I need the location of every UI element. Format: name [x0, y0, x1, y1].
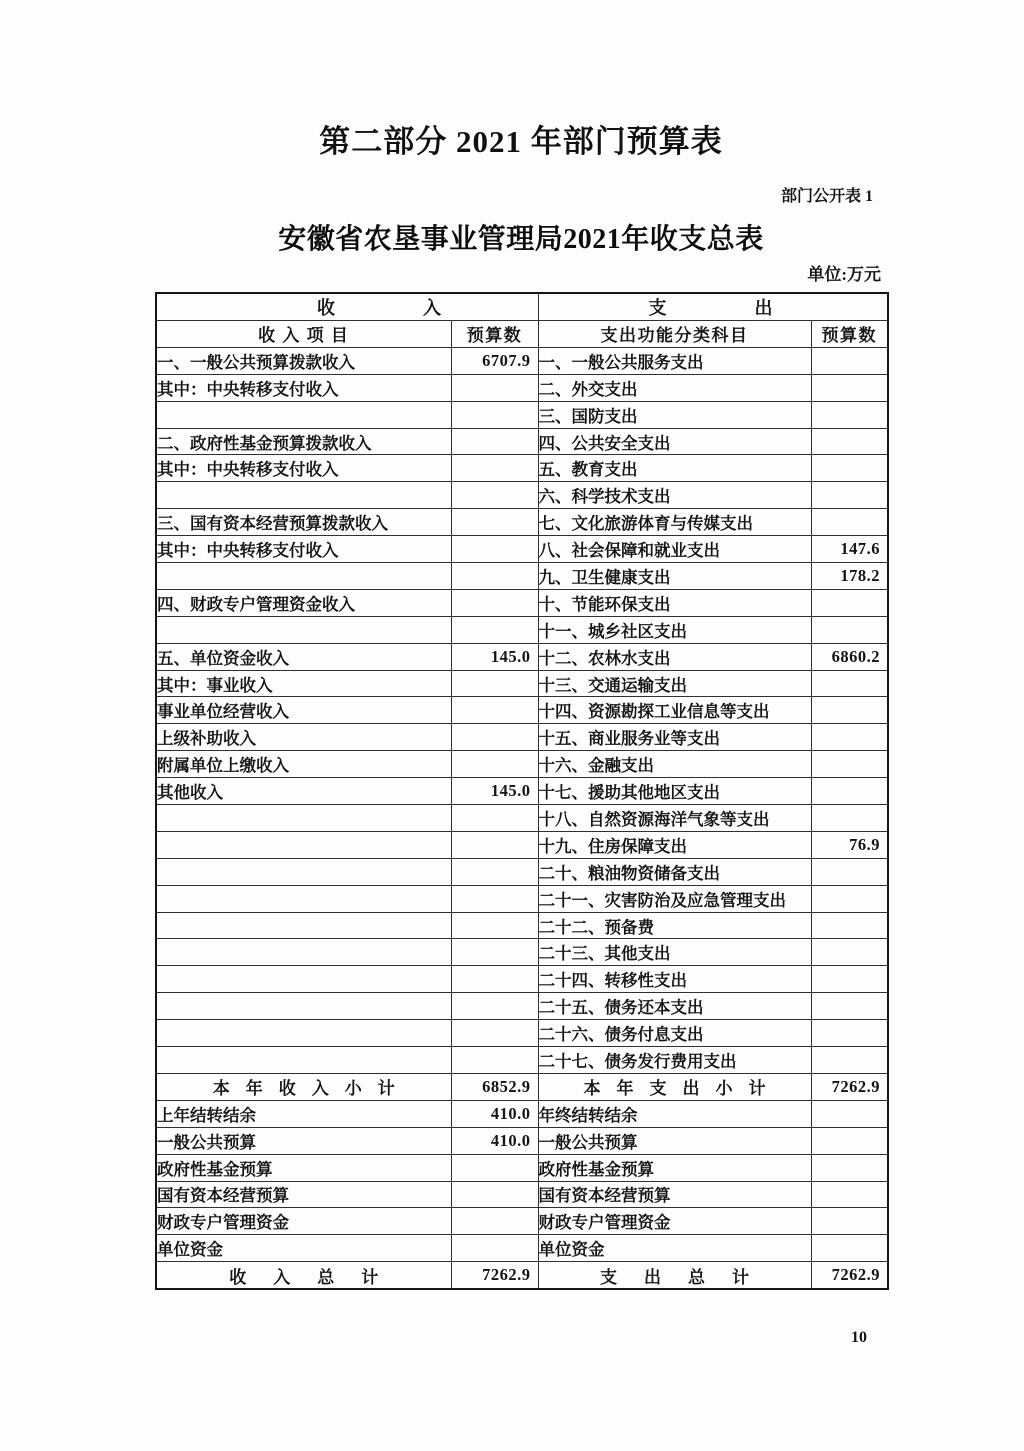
- expense-budget-cell: [811, 751, 888, 778]
- expense-budget-cell: [811, 670, 888, 697]
- expense-item-cell: 三、国防支出: [538, 401, 811, 428]
- table-row: [156, 563, 888, 590]
- expense-budget-cell: [811, 778, 888, 805]
- income-item-column-header: 收 入 项 目: [156, 321, 451, 348]
- expense-item-cell: 年终结转结余: [538, 1100, 811, 1127]
- income-item-cell: 上年结转结余: [156, 1100, 451, 1127]
- expense-item-cell: 九、卫生健康支出: [538, 563, 811, 590]
- expense-budget-cell: 178.2: [811, 563, 888, 590]
- expense-budget-cell: [811, 347, 888, 374]
- table-row: [156, 536, 888, 563]
- income-item-cell: 一、一般公共预算拨款收入: [156, 347, 451, 374]
- table-row: [156, 643, 888, 670]
- table-row: [156, 805, 888, 832]
- income-budget-cell: [451, 1047, 538, 1074]
- expense-item-cell: 一、一般公共服务支出: [538, 347, 811, 374]
- table-row-total: [156, 1262, 888, 1289]
- expense-budget-cell: [811, 805, 888, 832]
- income-budget-cell: [451, 724, 538, 751]
- expense-item-cell: 十、节能环保支出: [538, 589, 811, 616]
- part-title: 第二部分 2021 年部门预算表: [319, 124, 723, 159]
- income-budget-cell: [451, 455, 538, 482]
- expense-item-cell: 财政专户管理资金: [538, 1208, 811, 1235]
- income-budget-cell: [451, 1181, 538, 1208]
- expense-item-cell: 十七、援助其他地区支出: [538, 778, 811, 805]
- income-item-cell: 政府性基金预算: [156, 1154, 451, 1181]
- table-row: [156, 858, 888, 885]
- table-row: [156, 482, 888, 509]
- table-row: [156, 616, 888, 643]
- table-row: [156, 589, 888, 616]
- income-item-cell: 附属单位上缴收入: [156, 751, 451, 778]
- expense-budget-cell: [811, 1235, 888, 1262]
- table-row: [156, 966, 888, 993]
- expense-budget-cell: [811, 509, 888, 536]
- income-item-cell: 五、单位资金收入: [156, 643, 451, 670]
- income-budget-cell: 145.0: [451, 643, 538, 670]
- income-item-cell: [156, 401, 451, 428]
- income-item-cell: 其中：中央转移支付收入: [156, 455, 451, 482]
- income-budget-cell: [451, 670, 538, 697]
- income-budget-cell: 410.0: [451, 1127, 538, 1154]
- income-budget-cell: [451, 805, 538, 832]
- income-budget-cell: [451, 1154, 538, 1181]
- table-row: [156, 455, 888, 482]
- income-item-cell: [156, 885, 451, 912]
- expense-budget-cell: [811, 858, 888, 885]
- expense-budget-cell: [811, 1047, 888, 1074]
- income-item-cell: 其中：中央转移支付收入: [156, 536, 451, 563]
- income-budget-cell: [451, 885, 538, 912]
- income-item-cell: 其中：中央转移支付收入: [156, 374, 451, 401]
- income-item-cell: [156, 831, 451, 858]
- income-budget-cell: [451, 1020, 538, 1047]
- table-row: [156, 670, 888, 697]
- income-budget-cell: [451, 912, 538, 939]
- income-item-cell: 单位资金: [156, 1235, 451, 1262]
- income-budget-cell: [451, 428, 538, 455]
- expense-item-cell: 一般公共预算: [538, 1127, 811, 1154]
- income-item-cell: [156, 939, 451, 966]
- income-budget-cell: 7262.9: [451, 1262, 538, 1289]
- expense-budget-cell: [811, 1020, 888, 1047]
- expense-item-cell: 十二、农林水支出: [538, 643, 811, 670]
- expense-item-cell: 二十五、债务还本支出: [538, 993, 811, 1020]
- income-budget-cell: [451, 939, 538, 966]
- expense-item-cell: 二十六、债务付息支出: [538, 1020, 811, 1047]
- income-section-header: 收入: [156, 293, 538, 321]
- table-row: [156, 751, 888, 778]
- income-item-cell: 财政专户管理资金: [156, 1208, 451, 1235]
- income-budget-cell: 6707.9: [451, 347, 538, 374]
- table-row: [156, 1127, 888, 1154]
- income-budget-cell: 145.0: [451, 778, 538, 805]
- table-row: [156, 912, 888, 939]
- income-item-cell: 三、国有资本经营预算拨款收入: [156, 509, 451, 536]
- income-budget-column-header: 预算数: [451, 321, 538, 348]
- income-item-cell: [156, 912, 451, 939]
- income-budget-cell: [451, 401, 538, 428]
- table-row: [156, 1181, 888, 1208]
- income-budget-cell: [451, 993, 538, 1020]
- section-header-row: [156, 293, 888, 321]
- expense-item-cell: 二十四、转移性支出: [538, 966, 811, 993]
- expense-item-cell: 国有资本经营预算: [538, 1181, 811, 1208]
- table-row: [156, 374, 888, 401]
- income-item-cell: 国有资本经营预算: [156, 1181, 451, 1208]
- table-row: [156, 993, 888, 1020]
- table-row: [156, 1235, 888, 1262]
- income-item-cell: [156, 616, 451, 643]
- income-item-cell: 二、政府性基金预算拨款收入: [156, 428, 451, 455]
- table-row: [156, 724, 888, 751]
- expense-item-cell: 十六、金融支出: [538, 751, 811, 778]
- income-item-cell: 一般公共预算: [156, 1127, 451, 1154]
- income-item-cell: 收入总计: [156, 1262, 451, 1289]
- unit-label: 单位:万元: [807, 265, 881, 284]
- expense-budget-cell: [811, 1154, 888, 1181]
- expense-budget-cell: 147.6: [811, 536, 888, 563]
- expense-budget-cell: [811, 1181, 888, 1208]
- expense-budget-cell: [811, 401, 888, 428]
- income-item-cell: [156, 563, 451, 590]
- expense-item-cell: 十一、城乡社区支出: [538, 616, 811, 643]
- page-number: 10: [851, 1329, 867, 1346]
- table-row: [156, 347, 888, 374]
- table-row: [156, 778, 888, 805]
- income-item-cell: 上级补助收入: [156, 724, 451, 751]
- expense-section-header: 支出: [538, 293, 888, 321]
- budget-table-body: [156, 347, 888, 1289]
- income-budget-cell: [451, 374, 538, 401]
- expense-budget-cell: [811, 697, 888, 724]
- budget-table: [155, 292, 889, 1290]
- table-row: [156, 697, 888, 724]
- expense-item-cell: 十五、商业服务业等支出: [538, 724, 811, 751]
- table-title: 安徽省农垦事业管理局2021年收支总表: [278, 224, 764, 255]
- income-budget-cell: [451, 831, 538, 858]
- income-budget-cell: [451, 697, 538, 724]
- table-row-subtotal: [156, 1073, 888, 1100]
- expense-item-cell: 二十一、灾害防治及应急管理支出: [538, 885, 811, 912]
- expense-item-cell: 十四、资源勘探工业信息等支出: [538, 697, 811, 724]
- expense-budget-cell: [811, 374, 888, 401]
- form-index-label: 部门公开表 1: [780, 188, 873, 205]
- table-row: [156, 1154, 888, 1181]
- income-item-cell: 四、财政专户管理资金收入: [156, 589, 451, 616]
- table-row: [156, 1208, 888, 1235]
- expense-budget-cell: [811, 428, 888, 455]
- income-item-cell: [156, 966, 451, 993]
- income-budget-cell: [451, 1208, 538, 1235]
- income-budget-cell: [451, 966, 538, 993]
- expense-item-cell: 二十七、债务发行费用支出: [538, 1047, 811, 1074]
- expense-budget-cell: [811, 1127, 888, 1154]
- page-content: [155, 122, 887, 1290]
- expense-item-cell: 十三、交通运输支出: [538, 670, 811, 697]
- expense-item-cell: 二、外交支出: [538, 374, 811, 401]
- expense-budget-cell: [811, 885, 888, 912]
- income-budget-cell: [451, 536, 538, 563]
- income-budget-cell: [451, 509, 538, 536]
- table-row: [156, 831, 888, 858]
- expense-budget-cell: 6860.2: [811, 643, 888, 670]
- income-budget-cell: [451, 563, 538, 590]
- income-budget-cell: [451, 751, 538, 778]
- income-item-cell: [156, 482, 451, 509]
- expense-budget-cell: [811, 616, 888, 643]
- expense-item-cell: 六、科学技术支出: [538, 482, 811, 509]
- expense-item-cell: 二十三、其他支出: [538, 939, 811, 966]
- expense-item-cell: 支出总计: [538, 1262, 811, 1289]
- income-item-cell: 其他收入: [156, 778, 451, 805]
- table-row: [156, 1047, 888, 1074]
- income-item-cell: [156, 805, 451, 832]
- income-budget-cell: 410.0: [451, 1100, 538, 1127]
- table-row: [156, 401, 888, 428]
- income-item-cell: [156, 993, 451, 1020]
- expense-item-cell: 七、文化旅游体育与传媒支出: [538, 509, 811, 536]
- expense-budget-cell: 7262.9: [811, 1073, 888, 1100]
- table-row: [156, 509, 888, 536]
- income-item-cell: [156, 1047, 451, 1074]
- expense-budget-cell: [811, 455, 888, 482]
- expense-item-cell: 八、社会保障和就业支出: [538, 536, 811, 563]
- income-item-cell: 其中：事业收入: [156, 670, 451, 697]
- income-budget-cell: [451, 858, 538, 885]
- expense-item-column-header: 支出功能分类科目: [538, 321, 811, 348]
- expense-item-cell: 本年支出小计: [538, 1073, 811, 1100]
- column-header-row: [156, 321, 888, 348]
- table-row: [156, 1020, 888, 1047]
- income-item-cell: [156, 1020, 451, 1047]
- expense-item-cell: 二十二、预备费: [538, 912, 811, 939]
- income-budget-cell: 6852.9: [451, 1073, 538, 1100]
- expense-budget-cell: [811, 912, 888, 939]
- table-row: [156, 939, 888, 966]
- income-budget-cell: [451, 482, 538, 509]
- expense-item-cell: 十八、自然资源海洋气象等支出: [538, 805, 811, 832]
- expense-budget-cell: [811, 1100, 888, 1127]
- income-item-cell: 事业单位经营收入: [156, 697, 451, 724]
- expense-item-cell: 十九、住房保障支出: [538, 831, 811, 858]
- table-row: [156, 885, 888, 912]
- expense-budget-cell: [811, 589, 888, 616]
- income-budget-cell: [451, 616, 538, 643]
- expense-item-cell: 单位资金: [538, 1235, 811, 1262]
- expense-budget-cell: [811, 993, 888, 1020]
- expense-budget-cell: [811, 724, 888, 751]
- expense-budget-cell: 76.9: [811, 831, 888, 858]
- expense-item-cell: 四、公共安全支出: [538, 428, 811, 455]
- expense-budget-column-header: 预算数: [811, 321, 888, 348]
- expense-budget-cell: 7262.9: [811, 1262, 888, 1289]
- income-budget-cell: [451, 589, 538, 616]
- expense-item-cell: 五、教育支出: [538, 455, 811, 482]
- expense-budget-cell: [811, 482, 888, 509]
- income-item-cell: [156, 858, 451, 885]
- expense-item-cell: 二十、粮油物资储备支出: [538, 858, 811, 885]
- table-row: [156, 1100, 888, 1127]
- expense-budget-cell: [811, 939, 888, 966]
- income-budget-cell: [451, 1235, 538, 1262]
- expense-budget-cell: [811, 966, 888, 993]
- income-item-cell: 本年收入小计: [156, 1073, 451, 1100]
- expense-budget-cell: [811, 1208, 888, 1235]
- expense-item-cell: 政府性基金预算: [538, 1154, 811, 1181]
- table-row: [156, 428, 888, 455]
